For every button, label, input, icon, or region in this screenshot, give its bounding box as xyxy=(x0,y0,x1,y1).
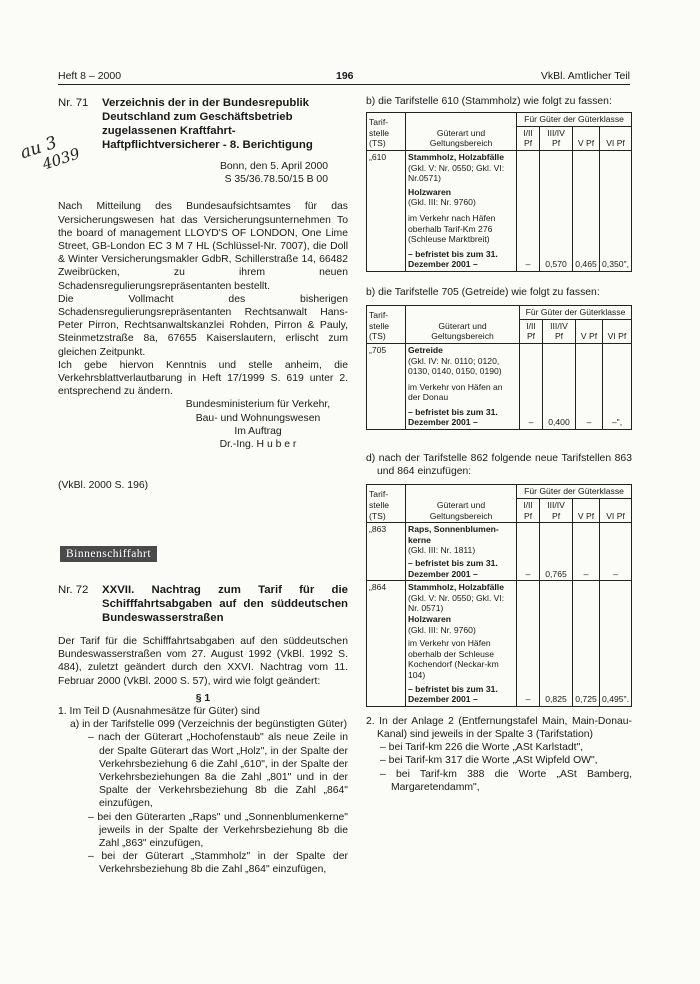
cell-ts: „705 xyxy=(367,343,406,429)
goods-class-2: (Gkl. III: Nr. 9760) xyxy=(408,624,476,635)
item-1a-dash-1: – nach der Güterart „Hochofenstaub" als neue Zeile in der Spalte Güterart das Wort „Holz", in der Spalte der Verkehrsbeziehung 6 die Zahl „610", in der Spalte der Verkehrsbeziehungen 8a die Zahl „801" und in der Spalte der Verkehrsbeziehung 8b die Zahl „864" einzufügen, xyxy=(88,732,348,810)
cell-value-3: – xyxy=(573,523,600,581)
goods-class: (Gkl. IV: Nr. 0110; 0120, 0130, 0140, 0150, 0190) xyxy=(408,355,502,377)
nr72-title: XXVII. Nachtrag zum Tarif für die Schifffahrtsabgaben auf den süddeutschen Bundeswasserstraßen xyxy=(102,584,348,624)
th-tarifstelle: Tarif-stelle (TS) xyxy=(367,113,406,151)
th-col-1: I/II Pf xyxy=(517,126,540,150)
th-col-1: I/II Pf xyxy=(520,319,543,343)
instr-b-610: b) die Tarifstelle 610 (Stammholz) wie folgt zu fassen: xyxy=(366,96,612,107)
th-col-3: V Pf xyxy=(573,499,600,523)
table-row xyxy=(367,523,632,581)
cell-gueterart xyxy=(406,343,520,429)
nr71-signature xyxy=(168,398,348,451)
page-number: 196 xyxy=(336,70,354,82)
goods-class: (Gkl. V: Nr. 0550; Gkl. VI: Nr.0571) xyxy=(408,162,505,184)
item-2-dash-2: – bei Tarif-km 317 die Worte „ASt Wipfeld OW", xyxy=(380,755,598,767)
table-tarif-863-864 xyxy=(366,484,632,706)
cell-ts: „610 xyxy=(367,150,406,271)
cell-value-1: – xyxy=(517,523,540,581)
item-2-dash-3: – bei Tarif-km 388 die Worte „ASt Bamberg, Margaretendamm", xyxy=(380,768,632,793)
nr71-paragraph-1: Nach Mitteilung des Bundesaufsichtsamtes für das Versicherungswesen hat das Versicherungsunternehmen To the board of management LLOYD'S OF LONDON, One Lime Street, GB-London EC 3 M 7 HL (Schlüssel-Nr. 7007), die Doll & Winter Versicherungsmakler GdbR, Schillerstraße 14, 66482 Zweibrücken, zu ihrem neuen Schadensregulierungsrepräsentanten bestellt. xyxy=(58,201,348,292)
header-left: Heft 8 – 2000 xyxy=(58,70,122,82)
time-limit: – befristet bis zum 31. Dezember 2001 – xyxy=(408,683,498,705)
th-col-4: VI Pf xyxy=(603,319,632,343)
instr-b-705: b) die Tarifstelle 705 (Getreide) wie folgt zu fassen: xyxy=(366,286,600,298)
cell-gueterart xyxy=(406,581,517,707)
traffic-scope: im Verkehr nach Häfen oberhalb Tarif-Km 276 (Schleuse Marktbreit) xyxy=(408,212,496,245)
time-limit: – befristet bis zum 31. Dezember 2001 – xyxy=(408,558,498,579)
nr71-ref: S 35/36.78.50/15 B 00 xyxy=(224,174,328,186)
cell-value-2: 0,570 xyxy=(540,150,573,271)
th-col-4: VI Pf xyxy=(600,126,632,150)
cell-ts: „863 xyxy=(367,523,406,581)
cell-value-3: 0,465 xyxy=(573,150,600,271)
goods-class-2: (Gkl. III: Nr. 9760) xyxy=(408,197,476,208)
item-2: 2. In der Anlage 2 (Entfernungstafel Main, Main-Donau-Kanal) sind jeweils in der Spalte 3 (Tarifstation) xyxy=(366,715,632,740)
table-row xyxy=(367,581,632,707)
th-tarifstelle: Tarif-stelle (TS) xyxy=(367,306,406,344)
goods-name: Raps, Sonnenblumen-kerne xyxy=(408,524,499,545)
nr71-heading xyxy=(58,96,348,152)
nr71-citation: (VkBl. 2000 S. 196) xyxy=(58,480,149,492)
item-1a-dash-3: – bei der Güterart „Stammholz" in der Spalte der Verkehrsbeziehung 8b die Zahl „864" einzufügen, xyxy=(88,851,348,876)
goods-class: (Gkl. III: Nr. 1811) xyxy=(408,545,476,556)
handwritten-note-1: au 3 xyxy=(17,132,60,164)
table-tarif-705 xyxy=(366,305,632,430)
th-col-2: III/IV Pf xyxy=(540,126,573,150)
left-column-nr72 xyxy=(58,583,348,877)
header-right: VkBl. Amtlicher Teil xyxy=(540,70,630,82)
cell-gueterart xyxy=(406,150,517,271)
th-col-3: V Pf xyxy=(576,319,603,343)
th-gueterklasse: Für Güter der Güterklasse xyxy=(520,306,632,320)
time-limit: – befristet bis zum 31. Dezember 2001 – xyxy=(408,248,498,270)
nr71-date: Bonn, den 5. April 2000 xyxy=(219,161,328,172)
th-tarifstelle: Tarif-stelle (TS) xyxy=(367,485,406,523)
th-gueterklasse: Für Güter der Güterklasse xyxy=(517,113,632,127)
right-column xyxy=(366,95,632,794)
section-banner: Binnenschiffahrt xyxy=(60,546,157,562)
th-gueterart: Güterart und Geltungsbereich xyxy=(406,306,520,344)
th-col-2: III/IV Pf xyxy=(543,319,576,343)
sig-order: Im Auftrag xyxy=(234,425,282,437)
cell-value-3: 0,725 xyxy=(573,581,600,707)
sig-name: Dr.-Ing. H u b e r xyxy=(219,439,297,451)
cell-value-4: 0,495". xyxy=(600,581,632,707)
left-column xyxy=(58,96,348,492)
goods-class: (Gkl. V: Nr. 0550; Gkl. VI: Nr. 0571) xyxy=(408,592,505,614)
table-tarif-610 xyxy=(366,112,632,272)
item-1a: a) in der Tarifstelle 099 (Verzeichnis der begünstigten Güter) xyxy=(70,719,348,731)
cell-value-4: –", xyxy=(603,343,632,429)
cell-value-2: 0,765 xyxy=(540,523,573,581)
cell-value-4: – xyxy=(600,523,632,581)
cell-gueterart xyxy=(406,523,517,581)
item-1: 1. Im Teil D (Ausnahmesätze für Güter) sind xyxy=(58,706,260,718)
nr71-paragraph-2: Die Vollmacht des bisherigen Schadensregulierungsrepräsentanten Rechtsanwalt Hans-Peter Pirron, Rechtsanwaltskanzlei Rohden, Pirron & Pauly, Steinmetzstraße 8a, 67655 Kaiserslautern, erlischt zum gleichen Zeitpunkt. xyxy=(58,293,348,358)
th-col-3: V Pf xyxy=(573,126,600,150)
item-2-dash-1: – bei Tarif-km 226 die Worte „ASt Karlstadt", xyxy=(380,742,584,754)
sig-ministry-2: Bau- und Wohnungswesen xyxy=(195,412,321,424)
goods-name: Stammholz, Holzabfälle xyxy=(408,582,504,593)
cell-value-4: 0,350", xyxy=(600,150,632,271)
cell-value-2: 0,400 xyxy=(543,343,576,429)
th-gueterart: Güterart und Geltungsbereich xyxy=(406,485,517,523)
time-limit: – befristet bis zum 31. Dezember 2001 – xyxy=(408,406,498,428)
nr72-intro: Der Tarif für die Schifffahrtsabgaben auf den süddeutschen Bundeswasserstraßen vom 27. August 1992 (VkBl. 1992 S. 484), zuletzt geändert durch den XXVI. Nachtrag vom 11. Februar 2000 (VkBl. 2000 S. 57), wird wie folgt geändert: xyxy=(58,636,348,687)
goods-name-2: Holzwaren xyxy=(408,186,451,197)
goods-name-2: Holzwaren xyxy=(408,614,451,624)
nr72-heading xyxy=(58,583,348,625)
th-gueterart: Güterart und Geltungsbereich xyxy=(406,113,517,151)
header-rule xyxy=(58,84,630,85)
nr71-title: Verzeichnis der in der Bundesrepublik Deutschland zum Geschäftsbetrieb zugelassenen Kraftfahrt-Haftpflichtversicherer - 8. Berichtigung xyxy=(102,97,313,151)
sig-ministry: Bundesministerium für Verkehr, xyxy=(185,399,331,411)
goods-name: Getreide xyxy=(408,344,443,355)
cell-ts: „864 xyxy=(367,581,406,707)
th-col-4: VI Pf xyxy=(600,499,632,523)
table-row xyxy=(367,150,632,271)
nr71-number: Nr. 71 xyxy=(58,97,89,109)
cell-value-3: – xyxy=(576,343,603,429)
cell-value-1: – xyxy=(520,343,543,429)
traffic-scope: im Verkehr von Häfen an der Donau xyxy=(408,381,503,403)
handwritten-note-2: 4039 xyxy=(40,144,83,174)
th-gueterklasse: Für Güter der Güterklasse xyxy=(517,485,632,499)
th-col-1: I/II Pf xyxy=(517,499,540,523)
traffic-scope: im Verkehr von Häfen oberhalb der Schleuse Kochendorf (Neckar-km 104) xyxy=(408,638,499,680)
nr72-number: Nr. 72 xyxy=(58,584,89,596)
instr-d-new: d) nach der Tarifstelle 862 folgende neue Tarifstellen 863 und 864 einzufügen: xyxy=(366,453,632,478)
cell-value-2: 0,825 xyxy=(540,581,573,707)
goods-name: Stammholz, Holzabfälle xyxy=(408,151,504,162)
cell-value-1: – xyxy=(517,150,540,271)
nr71-paragraph-3: Ich gebe hiervon Kenntnis und stelle anheim, die Verkehrsblattverlautbarung in Heft 17/1999 S. 619 unter 2. entsprechend zu ändern. xyxy=(58,359,348,398)
cell-value-1: – xyxy=(517,581,540,707)
th-col-2: III/IV Pf xyxy=(540,499,573,523)
item-1a-dash-2: – bei den Güterarten „Raps" und „Sonnenblumenkerne" jeweils in der Spalte der Verkehrsbeziehung 8b die Zahl „863" einzufügen, xyxy=(88,811,348,850)
paragraph-sign: § 1 xyxy=(195,692,211,704)
table-row xyxy=(367,343,632,429)
